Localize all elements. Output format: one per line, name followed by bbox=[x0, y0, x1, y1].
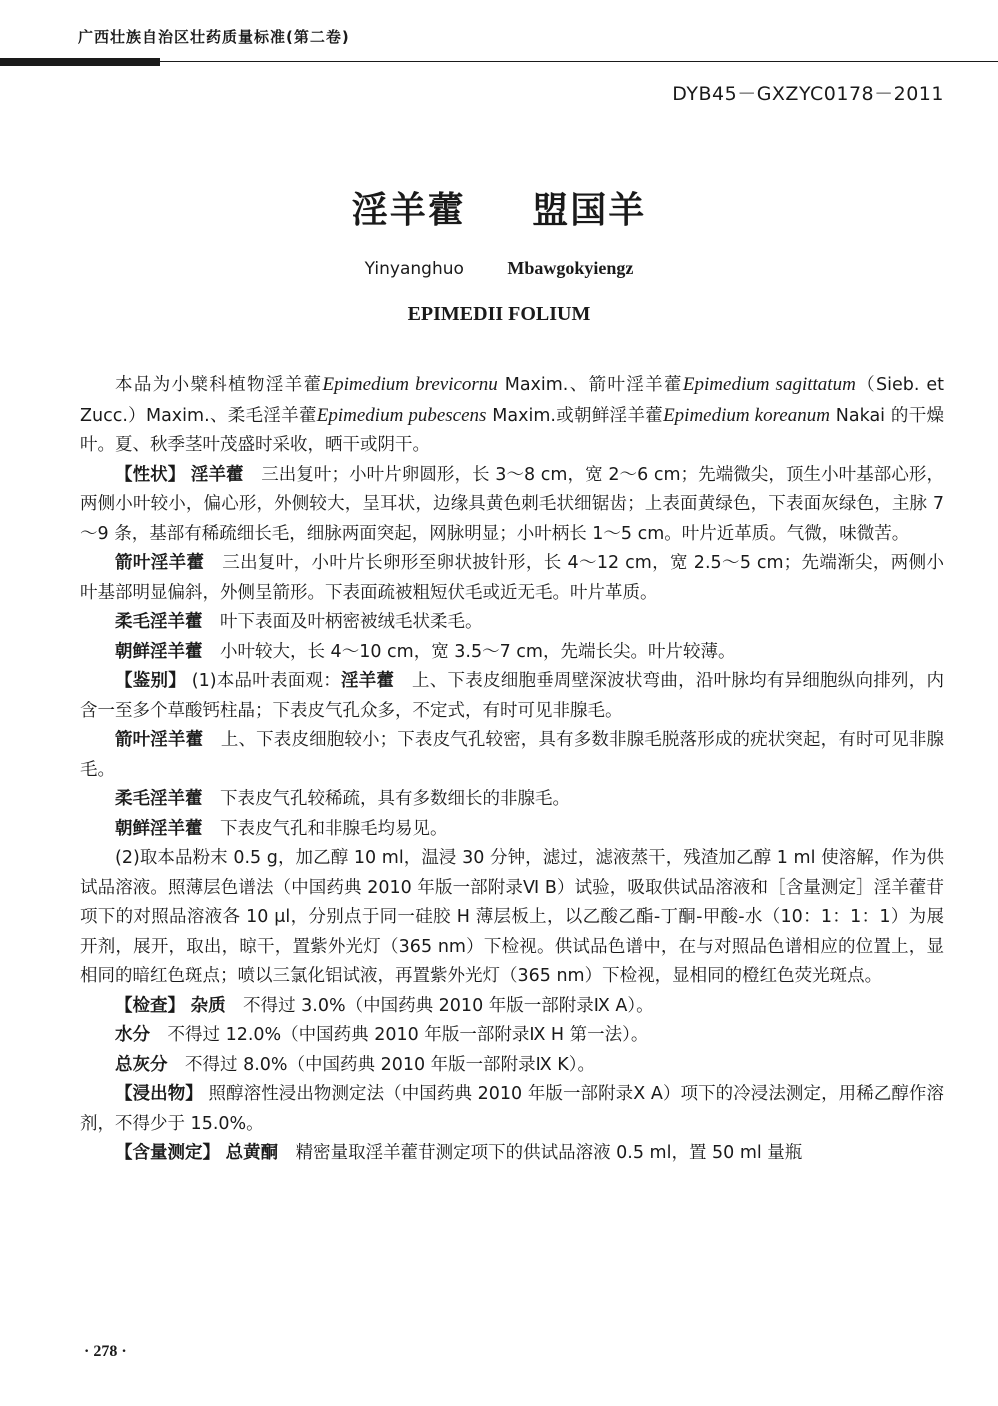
text-run: 三出复叶；小叶片卵圆形，长 3～8 cm，宽 2～6 cm；先端微尖，顶生小叶基部心形，两侧小叶较小，偏心形，外侧较大，呈耳状，边缘具黄色刺毛状细锯齿；上表面黄绿色，下表面灰绿色，主脉 7～9 条，基部有稀疏细长毛，细脉两面突起，网脉明显；小叶柄长 1～5 cm。叶片近革质。气微，味微苦。 bbox=[80, 464, 945, 544]
paragraph-assay bbox=[80, 1139, 944, 1169]
species-label: 朝鲜淫羊藿 bbox=[115, 641, 203, 662]
running-title: 广西壮族自治区壮药质量标准(第二卷) bbox=[78, 28, 350, 46]
text-run: 不得过 8.0%（中国药典 2010 年版一部附录Ⅸ K）。 bbox=[185, 1054, 596, 1075]
section-label: 【含量测定】 bbox=[115, 1143, 220, 1163]
species-label: 朝鲜淫羊藿 bbox=[115, 818, 203, 839]
item-label: 水分 bbox=[115, 1025, 150, 1045]
paragraph-description-4 bbox=[80, 638, 944, 668]
paragraph-inspection bbox=[80, 992, 944, 1022]
text-run: Maxim.或朝鲜淫羊藿 bbox=[486, 405, 664, 426]
species-label: 箭叶淫羊藿 bbox=[115, 553, 205, 573]
text-run: 精密量取淫羊藿苷测定项下的供试品溶液 0.5 ml，置 50 ml 量瓶 bbox=[295, 1143, 803, 1163]
species-name: Epimedium sagittatum bbox=[682, 374, 856, 395]
species-label: 淫羊藿 bbox=[190, 464, 244, 485]
paragraph-description-3 bbox=[80, 608, 944, 638]
page-title bbox=[0, 182, 998, 233]
paragraph-identification-2 bbox=[80, 726, 944, 785]
text-run: (2)取本品粉末 0.5 g，加乙醇 10 ml，温浸 30 分钟，滤过，滤液蒸干，残渣加乙醇 1 ml 使溶解，作为供试品溶液。照薄层色谱法（中国药典 2010 年版一部附录Ⅵ B）试验，吸取供试品溶液和［含量测定］淫羊藿苷项下的对照品溶液各 10 μl，分别点于同一硅胶 H 薄层板上，以乙酸乙酯-丁酮-甲酸-水（10：1：1：1）为展开剂，展开，取出，晾干，置紫外光灯（365 nm）下检视。供试品色谱中，在与对照品色谱相应的位置上，显相同的暗红色斑点；喷以三氯化铝试液，再置紫外光灯（365 nm）下检视，显相同的橙红色荧光斑点。 bbox=[80, 848, 944, 986]
species-label: 箭叶淫羊藿 bbox=[115, 730, 204, 750]
paragraph-identification-3 bbox=[80, 785, 944, 815]
paragraph-source bbox=[80, 370, 944, 461]
species-label: 柔毛淫羊藿 bbox=[115, 789, 203, 809]
title-romanization bbox=[0, 258, 998, 279]
text-run: 上、下表皮细胞垂周壁深波状弯曲，沿叶脉均有异细胞纵向排列，内含一至多个草酸钙柱晶；下表皮气孔众多，不定式，有时可见非腺毛。 bbox=[80, 671, 945, 721]
species-name: Epimedium koreanum bbox=[663, 404, 830, 426]
text-run: 小叶较大，长 4～10 cm，宽 3.5～7 cm，先端长尖。叶片较薄。 bbox=[220, 641, 736, 662]
text-run: 不得过 12.0%（中国药典 2010 年版一部附录Ⅸ H 第一法）。 bbox=[167, 1025, 649, 1045]
species-name: Epimedium pubescens bbox=[316, 404, 487, 426]
section-label: 【浸出物】 bbox=[115, 1084, 203, 1104]
text-run: （Sieb. et Zucc.）Maxim.、柔毛淫羊藿 bbox=[80, 375, 944, 426]
paragraph-description bbox=[80, 461, 944, 550]
paragraph-ash bbox=[80, 1051, 944, 1081]
page-number: · 278 · bbox=[84, 1343, 127, 1360]
item-label: 总灰分 bbox=[115, 1054, 168, 1075]
item-label: 杂质 bbox=[190, 995, 226, 1016]
text-run: Nakai 的干燥叶。夏、秋季茎叶茂盛时采收，晒干或阴干。 bbox=[80, 405, 944, 455]
standard-number: DYB45－GXZYC0178－2011 bbox=[672, 83, 944, 105]
title-zhuang-roman: Mbawgokyiengz bbox=[507, 258, 634, 278]
text-run: 照醇溶性浸出物测定法（中国药典 2010 年版一部附录Ⅹ A）项下的冷浸法测定，用稀乙醇作溶剂，不得少于 15.0%。 bbox=[80, 1084, 944, 1134]
section-label: 【性状】 bbox=[115, 464, 186, 485]
paragraph-identification bbox=[80, 667, 944, 726]
text-run: 上、下表皮细胞较小；下表皮气孔较密，具有多数非腺毛脱落形成的疣状突起，有时可见非腺毛。 bbox=[80, 730, 945, 780]
paragraph-extract bbox=[80, 1080, 944, 1139]
section-label: 【检查】 bbox=[115, 995, 185, 1016]
species-name: Epimedium brevicornu bbox=[322, 374, 498, 395]
text-run: 下表皮气孔较稀疏，具有多数细长的非腺毛。 bbox=[220, 789, 570, 809]
text-run: 三出复叶，小叶片长卵形至卵状披针形，长 4～12 cm，宽 2.5～5 cm；先端渐尖，两侧小叶基部明显偏斜，外侧呈箭形。下表面疏被粗短伏毛或近无毛。叶片革质。 bbox=[80, 553, 945, 603]
species-label: 柔毛淫羊藿 bbox=[115, 612, 203, 632]
text-run: 本品为小檗科植物淫羊藿 bbox=[115, 375, 323, 395]
text-run: Maxim.、箭叶淫羊藿 bbox=[497, 375, 683, 395]
text-run: (1)本品叶表面观： bbox=[191, 671, 342, 691]
text-run: 叶下表面及叶柄密被绒毛状柔毛。 bbox=[220, 612, 483, 632]
species-label: 淫羊藿 bbox=[341, 671, 395, 691]
section-label: 【鉴别】 bbox=[115, 671, 186, 691]
title-latin: EPIMEDII FOLIUM bbox=[407, 303, 591, 325]
monograph-body bbox=[80, 370, 944, 1169]
item-label: 总黄酮 bbox=[225, 1143, 279, 1163]
paragraph-tlc bbox=[80, 844, 944, 992]
paragraph-identification-4 bbox=[80, 815, 944, 845]
title-zhuang: 盟国羊 bbox=[532, 190, 647, 231]
title-pinyin: Yinyanghuo bbox=[364, 259, 464, 279]
header-rule bbox=[0, 58, 998, 66]
paragraph-description-2 bbox=[80, 549, 944, 608]
text-run: 不得过 3.0%（中国药典 2010 年版一部附录Ⅸ A）。 bbox=[243, 995, 654, 1016]
text-run: 下表皮气孔和非腺毛均易见。 bbox=[220, 818, 448, 839]
paragraph-moisture bbox=[80, 1021, 944, 1051]
title-chinese: 淫羊藿 bbox=[351, 190, 466, 231]
